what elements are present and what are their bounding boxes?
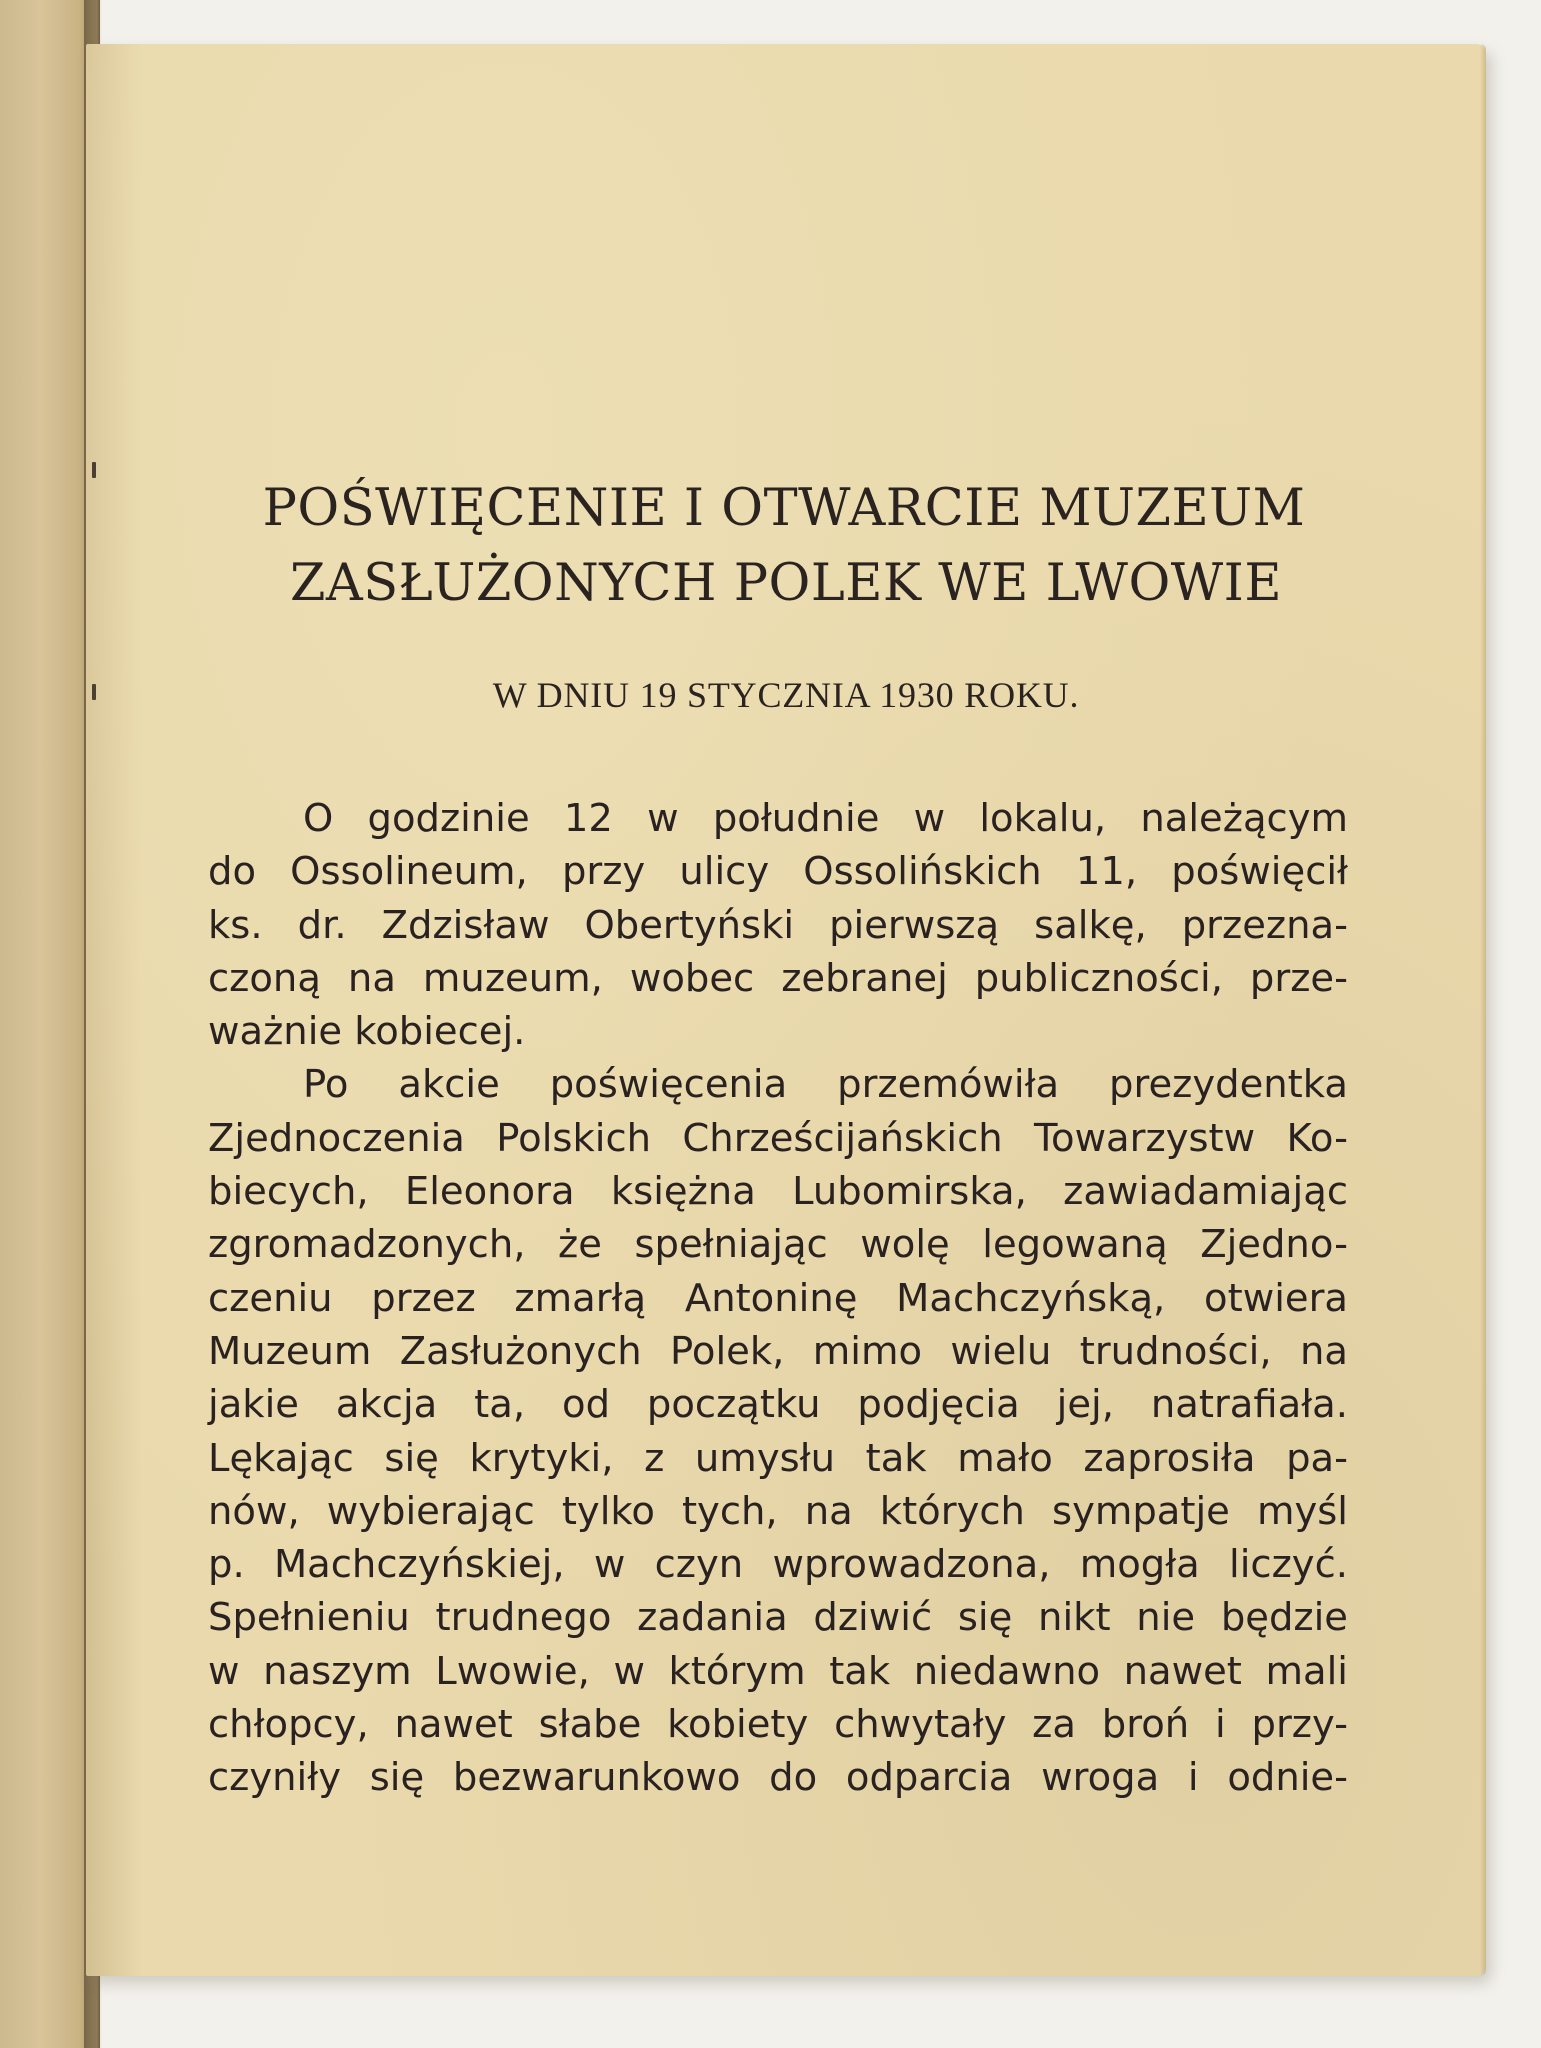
text-line: czoną na muzeum, wobec zebranej publiczności, prze- — [208, 955, 1348, 1001]
page-right-edge — [1480, 44, 1486, 1976]
text-line: Zjednoczenia Polskich Chrześcijańskich Towarzystw Ko- — [208, 1115, 1348, 1161]
text-line: Spełnieniu trudnego zadania dziwić się nikt nie będzie — [208, 1595, 1348, 1641]
text-line: O godzinie 12 w południe w lokalu, należącym — [303, 796, 1348, 841]
text-line: jakie akcja ta, od początku podjęcia jej, natrafiała. — [208, 1382, 1348, 1428]
text-line: ważnie kobiecej. — [208, 1009, 526, 1055]
text-line: nów, wybierając tylko tych, na których sympatje myśl — [208, 1488, 1348, 1534]
text-line: Muzeum Zasłużonych Polek, mimo wielu trudności, na — [208, 1328, 1348, 1374]
text-line: zgromadzonych, że spełniając wolę legowaną Zjedno- — [208, 1222, 1348, 1268]
paragraph-1 — [208, 792, 1348, 1058]
paragraph-2 — [208, 1058, 1348, 1804]
text-line: czeniu przez zmarłą Antoninę Machczyńską, otwiera — [208, 1275, 1348, 1321]
booklet-page — [86, 44, 1486, 1976]
text-line: do Ossolineum, przy ulicy Ossolińskich 11, poświęcił — [208, 849, 1348, 895]
text-line: ks. dr. Zdzisław Obertyński pierwszą salkę, przezna- — [208, 902, 1348, 948]
text-line: Lękając się krytyki, z umysłu tak mało zaprosiła pa- — [208, 1435, 1348, 1481]
article-body — [208, 792, 1348, 1805]
text-line: Po akcie poświęcenia przemówiła prezydentka — [303, 1062, 1348, 1108]
page-subtitle: W DNIU 19 STYCZNIA 1930 ROKU. — [492, 675, 1080, 715]
text-line: p. Machczyńskiej, w czyn wprowadzona, mogła liczyć. — [208, 1542, 1348, 1588]
text-line: w naszym Lwowie, w którym tak niedawno nawet mali — [208, 1648, 1348, 1694]
page-title-line-2: ZASŁUŻONYCH POLEK WE LWOWIE — [289, 554, 1283, 613]
text-line: czyniły się bezwarunkowo do odparcia wroga i odnie- — [208, 1755, 1348, 1801]
text-line: chłopcy, nawet słabe kobiety chwytały za broń i przy- — [208, 1702, 1348, 1748]
page-title-line-1: POŚWIĘCENIE I OTWARCIE MUZEUM — [262, 479, 1306, 538]
text-line: biecych, Eleonora księżna Lubomirska, zawiadamiając — [208, 1169, 1348, 1215]
